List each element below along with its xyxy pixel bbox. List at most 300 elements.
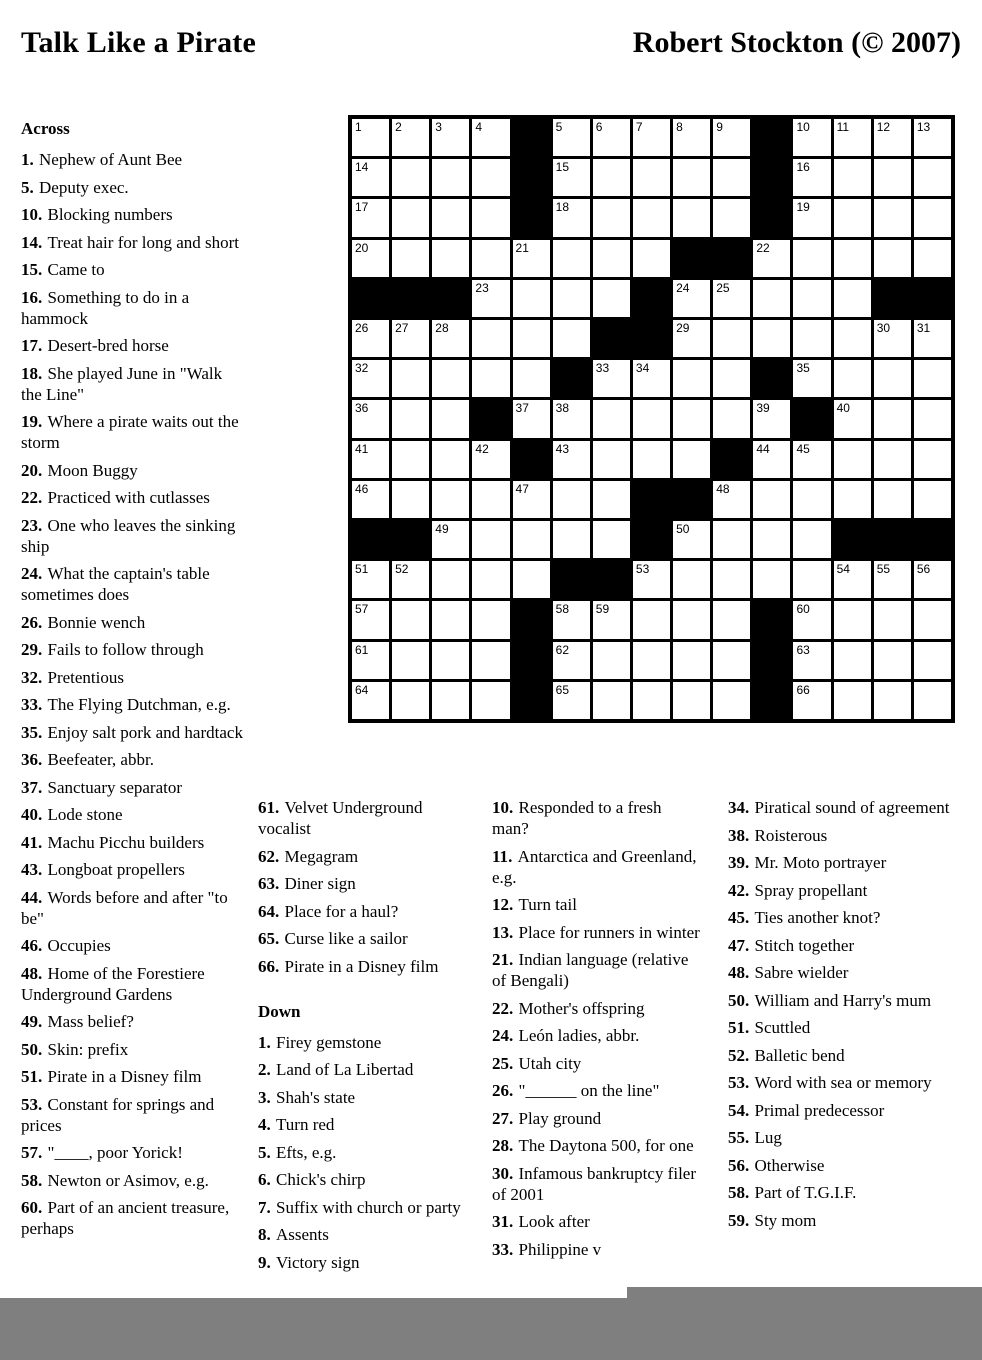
grid-cell[interactable] xyxy=(834,199,871,236)
grid-cell[interactable] xyxy=(352,240,389,277)
grid-cell[interactable] xyxy=(633,561,670,598)
grid-cell[interactable] xyxy=(914,642,951,679)
grid-cell[interactable] xyxy=(914,481,951,518)
clue xyxy=(21,935,246,956)
clue xyxy=(21,259,246,280)
grid-cell[interactable] xyxy=(432,199,469,236)
grid-cell[interactable] xyxy=(593,481,630,518)
grid-cell[interactable] xyxy=(753,441,790,478)
grid-cell[interactable] xyxy=(673,441,710,478)
grid-cell[interactable] xyxy=(352,601,389,638)
grid-cell[interactable] xyxy=(553,601,590,638)
grid-cell[interactable] xyxy=(914,601,951,638)
clue xyxy=(728,797,956,818)
grid-cell-black xyxy=(392,280,429,317)
clue-text: Antarctica and Greenland, e.g. xyxy=(492,846,697,887)
grid-cell[interactable] xyxy=(633,601,670,638)
cell-number: 50 xyxy=(676,522,690,536)
clue-text: Lug xyxy=(754,1128,782,1147)
grid-cell-black xyxy=(553,360,590,397)
clue-number: 56 . xyxy=(728,1156,755,1175)
grid-cell[interactable] xyxy=(914,119,951,156)
grid-cell[interactable] xyxy=(753,400,790,437)
clue xyxy=(21,667,246,688)
cell-number: 37 xyxy=(515,401,529,416)
grid-cell[interactable] xyxy=(432,159,469,196)
clue xyxy=(258,1087,470,1108)
grid-cell[interactable] xyxy=(472,119,509,156)
clue-number: 54 . xyxy=(728,1101,755,1120)
grid-cell[interactable] xyxy=(633,119,670,156)
grid-cell[interactable] xyxy=(432,441,469,478)
grid-cell[interactable] xyxy=(914,441,951,478)
clue-number: 33 . xyxy=(21,695,48,714)
grid-cell[interactable] xyxy=(713,159,750,196)
grid-cell[interactable] xyxy=(874,400,911,437)
grid-cell[interactable] xyxy=(874,360,911,397)
grid-cell[interactable] xyxy=(834,682,871,719)
clue-text: Land of La Libertad xyxy=(276,1060,414,1079)
cell-number: 2 xyxy=(395,120,402,134)
clue-text: Part of an ancient treasure, perhaps xyxy=(21,1198,230,1238)
cell-number: 16 xyxy=(796,160,810,175)
clue-number: 61 . xyxy=(258,798,285,817)
grid-cell[interactable] xyxy=(874,682,911,719)
down-clue-list-3 xyxy=(728,797,956,1231)
grid-cell-black xyxy=(914,280,951,317)
grid-cell-black xyxy=(593,561,630,598)
down-clue-list-2 xyxy=(492,797,700,1260)
clue xyxy=(728,1210,956,1231)
clue xyxy=(21,204,246,225)
grid-cell[interactable] xyxy=(472,320,509,357)
clue-text: Sty mom xyxy=(754,1210,817,1230)
crossword-grid[interactable] xyxy=(348,115,955,723)
cell-number: 49 xyxy=(435,522,449,536)
clue-number: 66 . xyxy=(258,957,285,976)
cell-number: 13 xyxy=(916,120,931,134)
grid-cell[interactable] xyxy=(753,521,790,558)
clue-number: 15 . xyxy=(21,260,48,279)
grid-cell[interactable] xyxy=(432,320,469,357)
grid-cell[interactable] xyxy=(392,601,429,638)
grid-cell[interactable] xyxy=(472,642,509,679)
grid-cell[interactable] xyxy=(392,320,429,357)
grid-cell[interactable] xyxy=(352,682,389,719)
grid-cell[interactable] xyxy=(713,280,750,317)
grid-cell-black xyxy=(513,199,550,236)
clue-number: 51 . xyxy=(728,1018,755,1037)
grid-cell[interactable] xyxy=(793,320,830,357)
clue xyxy=(492,1135,700,1156)
grid-cell[interactable] xyxy=(432,601,469,638)
clue xyxy=(258,1252,470,1273)
across-clue-list-tail xyxy=(258,797,470,977)
grid-cell[interactable] xyxy=(553,521,590,558)
clue-text: Play ground xyxy=(518,1108,602,1128)
grid-cell[interactable] xyxy=(834,360,871,397)
grid-cell[interactable] xyxy=(553,199,590,236)
grid-cell[interactable] xyxy=(914,561,951,598)
grid-cell[interactable] xyxy=(914,400,951,437)
grid-cell[interactable] xyxy=(793,642,830,679)
grid-cell[interactable] xyxy=(352,199,389,236)
grid-cell[interactable] xyxy=(593,441,630,478)
clue-number: 41 . xyxy=(21,833,48,852)
grid-cell[interactable] xyxy=(834,320,871,357)
grid-cell[interactable] xyxy=(753,240,790,277)
grid-cell-black xyxy=(633,521,670,558)
grid-cell[interactable] xyxy=(834,159,871,196)
grid-cell[interactable] xyxy=(472,521,509,558)
grid-cell[interactable] xyxy=(914,360,951,397)
grid-cell[interactable] xyxy=(834,400,871,437)
grid-cell[interactable] xyxy=(713,400,750,437)
grid-cell[interactable] xyxy=(633,682,670,719)
grid-cell[interactable] xyxy=(633,441,670,478)
grid-cell[interactable] xyxy=(472,360,509,397)
grid-cell[interactable] xyxy=(352,159,389,196)
grid-cell[interactable] xyxy=(834,240,871,277)
clue-number: 62 . xyxy=(258,847,285,866)
grid-cell[interactable] xyxy=(593,642,630,679)
grid-cell[interactable] xyxy=(713,601,750,638)
grid-cell-black xyxy=(753,642,790,679)
grid-cell[interactable] xyxy=(673,280,710,317)
grid-cell[interactable] xyxy=(713,521,750,558)
grid-cell-black xyxy=(753,119,790,156)
grid-cell[interactable] xyxy=(553,682,590,719)
grid-cell[interactable] xyxy=(432,561,469,598)
clue-number: 65 . xyxy=(258,929,285,948)
grid-cell[interactable] xyxy=(472,561,509,598)
grid-cell[interactable] xyxy=(392,360,429,397)
grid-cell[interactable] xyxy=(593,119,630,156)
clue-number: 22 . xyxy=(492,999,519,1018)
grid-cell[interactable] xyxy=(472,240,509,277)
grid-cell[interactable] xyxy=(793,159,830,196)
clue-text: "____, poor Yorick! xyxy=(47,1143,183,1162)
grid-cell[interactable] xyxy=(874,119,911,156)
grid-cell[interactable] xyxy=(432,360,469,397)
clue xyxy=(492,1053,700,1074)
grid-cell[interactable] xyxy=(793,481,830,518)
grid-cell[interactable] xyxy=(432,481,469,518)
grid-cell[interactable] xyxy=(793,119,830,156)
grid-cell[interactable] xyxy=(713,320,750,357)
clue-number: 25 . xyxy=(492,1054,519,1073)
grid-cell[interactable] xyxy=(633,240,670,277)
clue-number: 38 . xyxy=(728,826,755,845)
grid-cell[interactable] xyxy=(593,280,630,317)
grid-cell[interactable] xyxy=(633,400,670,437)
grid-cell[interactable] xyxy=(874,320,911,357)
clue-number: 10 . xyxy=(492,798,519,817)
grid-cell[interactable] xyxy=(874,642,911,679)
clue-number: 53 . xyxy=(21,1095,48,1114)
cell-number: 33 xyxy=(595,361,610,376)
clue xyxy=(21,639,246,660)
clue-number: 47 . xyxy=(728,936,755,955)
grid-cell[interactable] xyxy=(673,199,710,236)
clue-text: Piratical sound of agreement xyxy=(754,798,950,817)
grid-cell[interactable] xyxy=(633,360,670,397)
grid-cell[interactable] xyxy=(392,119,429,156)
clue xyxy=(492,1080,700,1101)
clue xyxy=(21,287,246,329)
grid-cell[interactable] xyxy=(352,481,389,518)
grid-cell[interactable] xyxy=(834,642,871,679)
grid-cell[interactable] xyxy=(874,561,911,598)
grid-cell[interactable] xyxy=(874,159,911,196)
grid-cell[interactable] xyxy=(513,521,550,558)
grid-cell[interactable] xyxy=(432,119,469,156)
grid-cell[interactable] xyxy=(753,481,790,518)
grid-cell[interactable] xyxy=(352,360,389,397)
grid-cell[interactable] xyxy=(713,119,750,156)
grid-cell[interactable] xyxy=(713,199,750,236)
grid-cell[interactable] xyxy=(352,400,389,437)
grid-cell[interactable] xyxy=(633,159,670,196)
clue xyxy=(21,487,246,508)
grid-cell[interactable] xyxy=(673,682,710,719)
clue xyxy=(258,1114,470,1135)
grid-cell[interactable] xyxy=(753,320,790,357)
grid-cell[interactable] xyxy=(392,159,429,196)
clue xyxy=(258,1032,470,1053)
grid-cell[interactable] xyxy=(793,441,830,478)
grid-cell[interactable] xyxy=(673,360,710,397)
grid-cell[interactable] xyxy=(834,280,871,317)
grid-cell[interactable] xyxy=(553,159,590,196)
grid-cell[interactable] xyxy=(874,199,911,236)
grid-cell[interactable] xyxy=(392,561,429,598)
grid-cell[interactable] xyxy=(472,682,509,719)
grid-cell[interactable] xyxy=(793,199,830,236)
clue-number: 32 . xyxy=(21,668,48,687)
grid-cell[interactable] xyxy=(673,642,710,679)
clue-text: The Daytona 500, for one xyxy=(518,1136,694,1155)
grid-cell[interactable] xyxy=(352,561,389,598)
clue-number: 50 . xyxy=(728,991,755,1010)
clue-number: 35 . xyxy=(21,723,48,742)
clue-text: Bonnie wench xyxy=(47,612,146,632)
grid-cell[interactable] xyxy=(553,481,590,518)
grid-cell[interactable] xyxy=(713,481,750,518)
grid-cell[interactable] xyxy=(713,561,750,598)
grid-cell[interactable] xyxy=(513,320,550,357)
grid-cell[interactable] xyxy=(392,441,429,478)
grid-cell[interactable] xyxy=(472,601,509,638)
grid-cell-black xyxy=(753,601,790,638)
grid-cell[interactable] xyxy=(513,561,550,598)
author-byline: Robert Stockton (© 2007) xyxy=(632,26,961,59)
grid-cell[interactable] xyxy=(513,360,550,397)
grid-cell[interactable] xyxy=(914,320,951,357)
grid-cell[interactable] xyxy=(793,682,830,719)
clue-number: 6 . xyxy=(258,1170,276,1189)
clue-text: Newton or Asimov, e.g. xyxy=(47,1170,209,1190)
grid-cell[interactable] xyxy=(472,481,509,518)
clue-number: 24 . xyxy=(21,564,48,583)
grid-cell[interactable] xyxy=(513,481,550,518)
cell-number: 65 xyxy=(555,682,570,697)
grid-cell[interactable] xyxy=(793,360,830,397)
clue xyxy=(21,963,246,1005)
grid-cell[interactable] xyxy=(874,481,911,518)
clue xyxy=(21,612,246,633)
clue-text: Constant for springs and prices xyxy=(21,1094,215,1135)
grid-cell[interactable] xyxy=(472,199,509,236)
grid-cell[interactable] xyxy=(352,642,389,679)
clue xyxy=(728,1100,956,1121)
clue-number: 46 . xyxy=(21,936,48,955)
grid-cell[interactable] xyxy=(793,521,830,558)
grid-cell[interactable] xyxy=(593,240,630,277)
grid-cell[interactable] xyxy=(432,240,469,277)
grid-cell-black xyxy=(513,159,550,196)
grid-cell[interactable] xyxy=(432,642,469,679)
grid-cell[interactable] xyxy=(593,400,630,437)
grid-cell[interactable] xyxy=(834,481,871,518)
grid-cell[interactable] xyxy=(793,601,830,638)
clue-number: 17 . xyxy=(21,336,48,355)
cell-number: 20 xyxy=(355,240,369,255)
cell-number: 55 xyxy=(876,562,891,577)
cell-number: 9 xyxy=(716,120,723,134)
grid-cell[interactable] xyxy=(392,642,429,679)
grid-cell[interactable] xyxy=(513,400,550,437)
grid-cell[interactable] xyxy=(874,240,911,277)
clue-number: 10 . xyxy=(21,205,48,224)
grid-cell[interactable] xyxy=(392,481,429,518)
cell-number: 58 xyxy=(555,602,570,617)
grid-cell[interactable] xyxy=(914,199,951,236)
grid-cell[interactable] xyxy=(432,521,469,558)
grid-cell[interactable] xyxy=(392,682,429,719)
grid-cell[interactable] xyxy=(472,441,509,478)
grid-cell[interactable] xyxy=(593,360,630,397)
grid-cell[interactable] xyxy=(392,400,429,437)
grid-cell[interactable] xyxy=(553,441,590,478)
grid-cell[interactable] xyxy=(553,280,590,317)
grid-cell[interactable] xyxy=(633,642,670,679)
grid-cell[interactable] xyxy=(914,682,951,719)
grid-cell[interactable] xyxy=(352,320,389,357)
clue xyxy=(21,563,246,605)
cell-number: 3 xyxy=(435,120,442,134)
clue xyxy=(728,907,956,928)
grid-cell-black xyxy=(874,280,911,317)
clue xyxy=(492,998,700,1019)
grid-cell[interactable] xyxy=(914,240,951,277)
grid-cell[interactable] xyxy=(793,280,830,317)
grid-cell[interactable] xyxy=(593,199,630,236)
grid-cell[interactable] xyxy=(673,320,710,357)
grid-cell[interactable] xyxy=(793,561,830,598)
grid-cell[interactable] xyxy=(392,240,429,277)
grid-cell[interactable] xyxy=(553,119,590,156)
grid-cell[interactable] xyxy=(352,441,389,478)
clue xyxy=(21,887,246,929)
grid-cell[interactable] xyxy=(392,199,429,236)
clue-number: 11 . xyxy=(492,847,518,866)
clue-text: What the captain's table sometimes does xyxy=(21,564,210,604)
grid-cell[interactable] xyxy=(673,119,710,156)
grid-cell[interactable] xyxy=(352,119,389,156)
clue-text: Balletic bend xyxy=(754,1045,845,1065)
cell-number: 53 xyxy=(635,562,650,577)
cell-number: 45 xyxy=(796,441,810,456)
grid-cell[interactable] xyxy=(472,159,509,196)
clue-number: 45 . xyxy=(728,908,755,927)
grid-cell[interactable] xyxy=(874,601,911,638)
grid-cell[interactable] xyxy=(874,441,911,478)
grid-cell[interactable] xyxy=(673,561,710,598)
clue xyxy=(258,901,470,922)
grid-cell[interactable] xyxy=(553,642,590,679)
grid-cell[interactable] xyxy=(593,159,630,196)
grid-cell[interactable] xyxy=(513,280,550,317)
grid-cell[interactable] xyxy=(713,642,750,679)
grid-cell-black xyxy=(874,521,911,558)
grid-cell[interactable] xyxy=(834,601,871,638)
grid-cell[interactable] xyxy=(834,561,871,598)
grid-cell[interactable] xyxy=(432,682,469,719)
clue xyxy=(728,852,956,873)
grid-cell[interactable] xyxy=(753,280,790,317)
grid-cell[interactable] xyxy=(753,561,790,598)
grid-cell[interactable] xyxy=(834,441,871,478)
clue-text: Scuttled xyxy=(754,1018,811,1037)
clue-number: 27 . xyxy=(492,1109,519,1128)
grid-cell[interactable] xyxy=(793,240,830,277)
cell-number: 44 xyxy=(756,441,770,456)
grid-cell[interactable] xyxy=(673,521,710,558)
grid-cell[interactable] xyxy=(553,400,590,437)
clue-text: Spray propellant xyxy=(754,880,868,900)
grid-cell[interactable] xyxy=(432,400,469,437)
clue-text: Assents xyxy=(276,1225,329,1244)
grid-cell[interactable] xyxy=(472,280,509,317)
grid-cell[interactable] xyxy=(513,240,550,277)
clue-text: Look after xyxy=(518,1212,590,1231)
grid-cell[interactable] xyxy=(834,119,871,156)
grid-cell[interactable] xyxy=(673,400,710,437)
clue-number: 36 . xyxy=(21,750,48,769)
grid-cell[interactable] xyxy=(593,682,630,719)
clue-text: Indian language (relative of Bengali) xyxy=(492,950,689,990)
clue-number: 2 . xyxy=(258,1060,276,1079)
grid-cell[interactable] xyxy=(914,159,951,196)
grid-cell[interactable] xyxy=(673,159,710,196)
clue-number: 23 . xyxy=(21,516,48,535)
grid-cell[interactable] xyxy=(633,199,670,236)
grid-cell[interactable] xyxy=(673,601,710,638)
clue-number: 43 . xyxy=(21,860,48,879)
grid-cell[interactable] xyxy=(593,601,630,638)
grid-cell[interactable] xyxy=(713,682,750,719)
grid-cell[interactable] xyxy=(593,521,630,558)
cell-number: 6 xyxy=(595,120,603,134)
grid-cell[interactable] xyxy=(553,240,590,277)
clue xyxy=(21,1170,246,1191)
grid-cell[interactable] xyxy=(713,360,750,397)
grid-cell[interactable] xyxy=(553,320,590,357)
clue-number: 53 . xyxy=(728,1073,755,1092)
clue-number: 60 . xyxy=(21,1198,48,1217)
clue-text: Velvet Underground vocalist xyxy=(258,798,423,838)
